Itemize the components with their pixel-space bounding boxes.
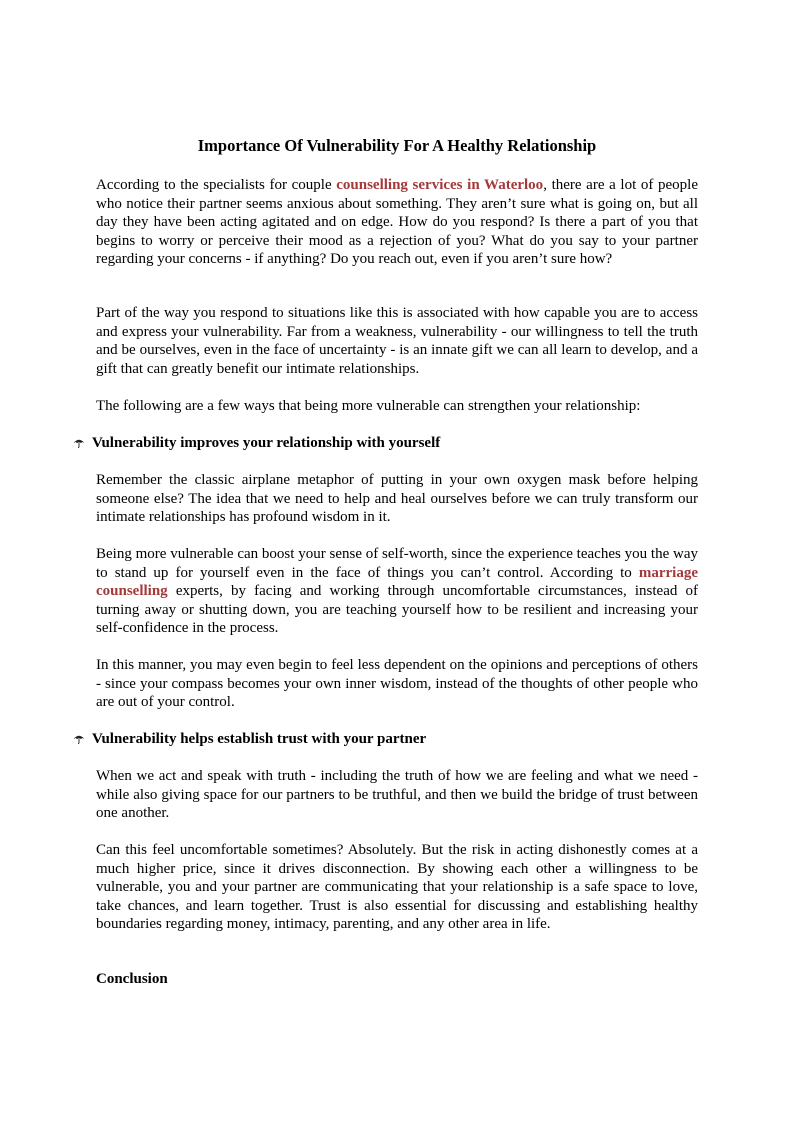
section-heading-self bbox=[73, 434, 440, 453]
inner-wisdom-paragraph: In this manner, you may even begin to feel less dependent on the opinions and perceptions of others - since your compass becomes your own inner wisdom, instead of the thoughts of other people who are out of your control. bbox=[96, 657, 698, 711]
section-heading-trust bbox=[73, 730, 426, 749]
section-heading-self-text: Vulnerability improves your relationship with yourself bbox=[92, 435, 441, 451]
intro-paragraph bbox=[96, 176, 698, 269]
truth-paragraph: When we act and speak with truth - including the truth of how we are feeling and what we need - while also giving space for our partners to be truthful, and then we build the bridge of trust between one another. bbox=[96, 768, 698, 822]
vulnerability-paragraph: Part of the way you respond to situations like this is associated with how capable you are to access and express your vulnerability. Far from a weakness, vulnerability - our willingness to tell the truth and be ourselves, even in the face of uncertainty - is an innate gift we can all learn to develop, and a gift that can greatly benefit our intimate relationships. bbox=[96, 305, 698, 377]
trust-paragraph: Can this feel uncomfortable sometimes? Absolutely. But the risk in acting dishonestly comes at a much higher price, since it drives disconnection. By showing each other a willingness to be vulnerable, you and your partner are communicating that your relationship is a safe space to love, take chances, and learn together. Trust is also essential for discussing and establishing healthy boundaries regarding money, intimacy, parenting, and any other area in life. bbox=[96, 842, 698, 933]
intro-text-start: According to the specialists for couple bbox=[96, 177, 337, 193]
section-heading-trust-text: Vulnerability helps establish trust with your partner bbox=[92, 731, 427, 747]
self-worth-text-end: experts, by facing and working through uncomfortable circumstances, instead of turning away or shutting down, you are teaching yourself how to be resilient and increasing your self-confidence in the process. bbox=[96, 583, 698, 637]
oxygen-mask-paragraph: Remember the classic airplane metaphor of putting in your own oxygen mask before helping someone else? The idea that we need to help and heal ourselves before we can truly transform our intimate relationships has profound wisdom in it. bbox=[96, 472, 698, 526]
intro-text-end: , there are a lot of people who notice their partner seems anxious about something. They aren’t sure what is going on, but all day they have been acting agitated and on edge. How do you respond? Is there a part of you that begins to worry or perceive their mood as a rejection of you? What do you say to your partner regarding your concerns - if anything? Do you reach out, even if you aren’t sure how? bbox=[96, 177, 698, 268]
self-worth-paragraph bbox=[96, 545, 698, 638]
conclusion-heading: Conclusion bbox=[96, 971, 168, 987]
page-title: Importance Of Vulnerability For A Healthy Relationship bbox=[197, 136, 597, 155]
counselling-services-link[interactable]: counselling services in Waterloo bbox=[336, 177, 544, 193]
ways-intro-paragraph: The following are a few ways that being more vulnerable can strengthen your relationship: bbox=[96, 398, 641, 414]
umbrella-icon bbox=[73, 438, 85, 448]
self-worth-text-start: Being more vulnerable can boost your sense of self-worth, since the experience teaches you the way to stand up for yourself even in the face of things you can’t control. According to bbox=[96, 546, 698, 581]
umbrella-icon bbox=[73, 734, 85, 744]
marriage-counselling-link[interactable]: marriage counselling bbox=[96, 564, 698, 600]
